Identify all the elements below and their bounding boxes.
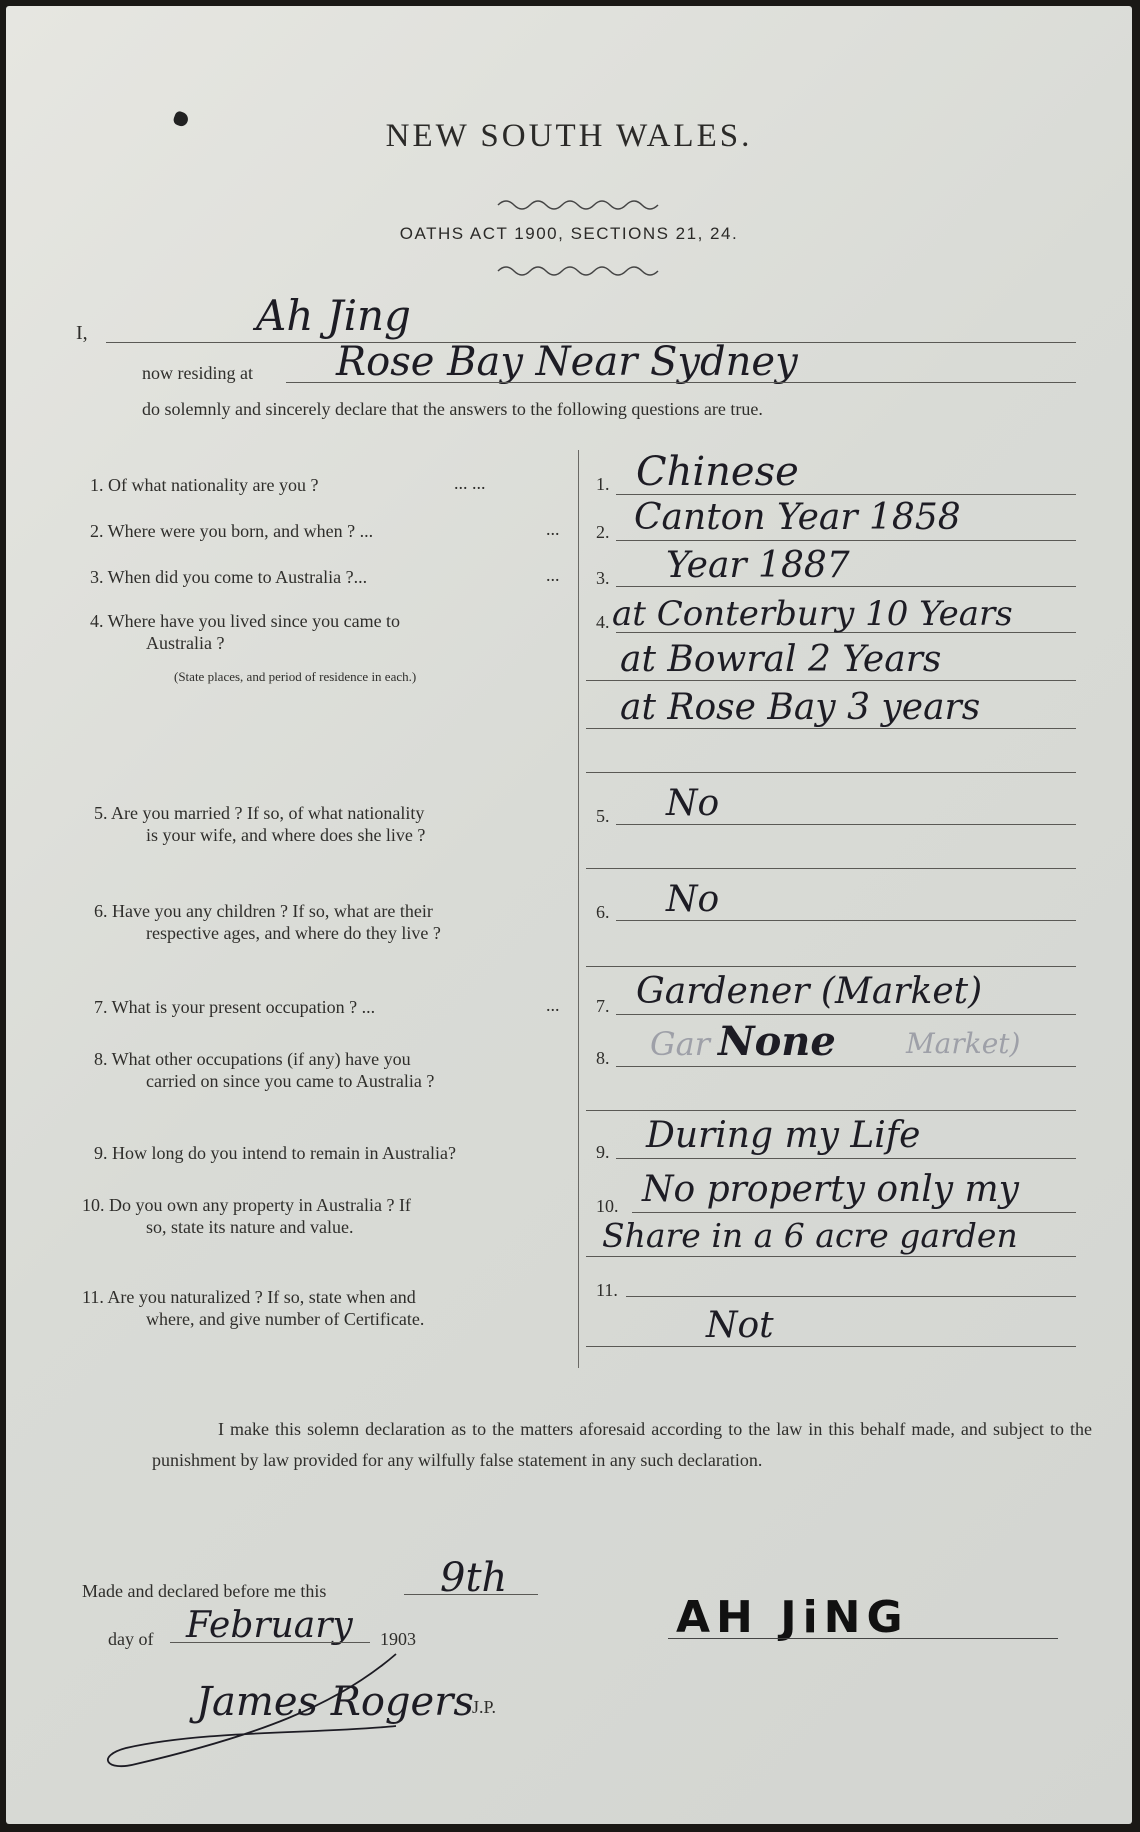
question-7-dots: ... <box>546 995 560 1015</box>
answer-4-line3 <box>586 728 1076 729</box>
answer-1-number: 1. <box>596 474 610 494</box>
answer-11-value: Not <box>706 1305 774 1346</box>
answer-5-line <box>616 824 1076 825</box>
answer-6-line <box>616 920 1076 921</box>
day-of-label: day of <box>108 1629 154 1649</box>
month-line <box>170 1642 370 1643</box>
answer-8-number: 8. <box>596 1048 610 1068</box>
question-4-line1: 4. Where have you lived since you came to <box>90 611 401 631</box>
question-11-line1: 11. Are you naturalized ? If so, state when and <box>82 1287 416 1307</box>
witness-title: J.P. <box>472 1697 497 1717</box>
day-line <box>404 1594 538 1595</box>
answer-10-value-2: Share in a 6 acre garden <box>602 1216 1018 1255</box>
answer-7-number: 7. <box>596 996 610 1016</box>
answer-6-value: No <box>666 879 720 920</box>
question-2-dots: ... <box>546 519 560 539</box>
answer-8-line <box>616 1066 1076 1067</box>
solemn-statement: I make this solemn declaration as to the matters aforesaid according to the law in this behalf made, and subject to the punishment by law provided for any wilfully false statement in any such declaration. <box>152 1419 1092 1470</box>
question-10-line2: so, state its nature and value. <box>146 1217 354 1237</box>
answer-10-line <box>632 1212 1076 1213</box>
answer-4-value-2: at Bowral 2 Years <box>620 639 942 680</box>
answer-5-line2 <box>586 868 1076 869</box>
question-6-line1: 6. Have you any children ? If so, what are their <box>94 901 433 921</box>
answer-11-line2 <box>586 1346 1076 1347</box>
question-1-dots: ... ... <box>454 473 486 493</box>
answer-4-value-3: at Rose Bay 3 years <box>620 687 981 728</box>
question-11-line2: where, and give number of Certificate. <box>146 1309 425 1329</box>
answer-6-number: 6. <box>596 902 610 922</box>
declaration-form <box>6 6 1132 1824</box>
question-5-line1: 5. Are you married ? If so, of what nationality <box>94 803 425 823</box>
answer-1-value: Chinese <box>636 449 799 495</box>
answer-9-value: During my Life <box>646 1115 921 1156</box>
answer-4-value-1: at Conterbury 10 Years <box>612 594 1013 634</box>
answer-2-number: 2. <box>596 522 610 542</box>
answer-3-number: 3. <box>596 568 610 588</box>
signature-line <box>668 1638 1058 1639</box>
question-3: 3. When did you come to Australia ?... <box>90 567 368 587</box>
month-value: February <box>186 1605 353 1646</box>
pronoun-label: I, <box>76 322 88 344</box>
question-1: 1. Of what nationality are you ? <box>90 475 319 495</box>
answer-10-number: 10. <box>596 1196 619 1216</box>
answer-10-line2 <box>586 1256 1076 1257</box>
answer-5-number: 5. <box>596 806 610 826</box>
answer-11-line <box>626 1296 1076 1297</box>
question-5-line2: is your wife, and where does she live ? <box>146 825 426 845</box>
answer-10-value-1: No property only my <box>642 1169 1019 1210</box>
answer-4-number: 4. <box>596 612 610 632</box>
declarant-name: Ah Jing <box>256 291 411 340</box>
declaration-intro: do solemnly and sincerely declare that the answers to the following questions are true. <box>142 399 763 419</box>
answer-4-line2 <box>586 680 1076 681</box>
residence-value: Rose Bay Near Sydney <box>336 339 798 385</box>
residence-line <box>286 382 1076 383</box>
column-divider <box>578 450 579 1368</box>
question-9: 9. How long do you intend to remain in Australia? <box>94 1143 456 1163</box>
answer-8-value: None <box>718 1018 836 1065</box>
form-subtitle: OATHS ACT 1900, SECTIONS 21, 24. <box>399 224 739 243</box>
question-4-note: (State places, and period of residence in each.) <box>174 669 417 684</box>
answer-4-line4 <box>586 772 1076 773</box>
answer-3-value: Year 1887 <box>666 545 850 586</box>
year-value: 1903 <box>380 1629 416 1649</box>
answer-8-struck-word-2: Market) <box>906 1027 1021 1060</box>
signature-flourish <box>96 1646 496 1776</box>
answer-7-value: Gardener (Market) <box>636 971 983 1012</box>
answer-5-value: No <box>666 783 720 824</box>
question-4-line2: Australia ? <box>146 633 225 653</box>
witness-signature: James Rogers <box>196 1679 474 1725</box>
question-8-line1: 8. What other occupations (if any) have you <box>94 1049 411 1069</box>
question-7: 7. What is your present occupation ? ... <box>94 997 376 1017</box>
answer-8-line2 <box>586 1110 1076 1111</box>
question-6-line2: respective ages, and where do they live ? <box>146 923 441 943</box>
answer-9-number: 9. <box>596 1142 610 1162</box>
question-10-line1: 10. Do you own any property in Australia ? If <box>82 1195 411 1215</box>
declarant-signature: AH JiNG <box>676 1592 909 1643</box>
answer-2-value: Canton Year 1858 <box>634 497 961 538</box>
ornament-squiggle-bottom <box>496 262 666 276</box>
question-8-line2: carried on since you came to Australia ? <box>146 1071 435 1091</box>
question-2: 2. Where were you born, and when ? ... <box>90 521 374 541</box>
day-value: 9th <box>440 1555 508 1601</box>
answer-9-line <box>616 1158 1076 1159</box>
form-title: NEW SOUTH WALES. <box>385 118 753 154</box>
answer-8-struck-word: Gar <box>650 1025 710 1063</box>
answer-2-line <box>616 540 1076 541</box>
answer-11-number: 11. <box>596 1280 618 1300</box>
ornament-squiggle-top <box>496 196 666 210</box>
question-3-dots: ... <box>546 565 560 585</box>
made-declared-label: Made and declared before me this <box>82 1581 327 1601</box>
residing-label: now residing at <box>142 363 253 383</box>
answer-3-line <box>616 586 1076 587</box>
answer-6-line2 <box>586 966 1076 967</box>
answer-7-line <box>616 1014 1076 1015</box>
